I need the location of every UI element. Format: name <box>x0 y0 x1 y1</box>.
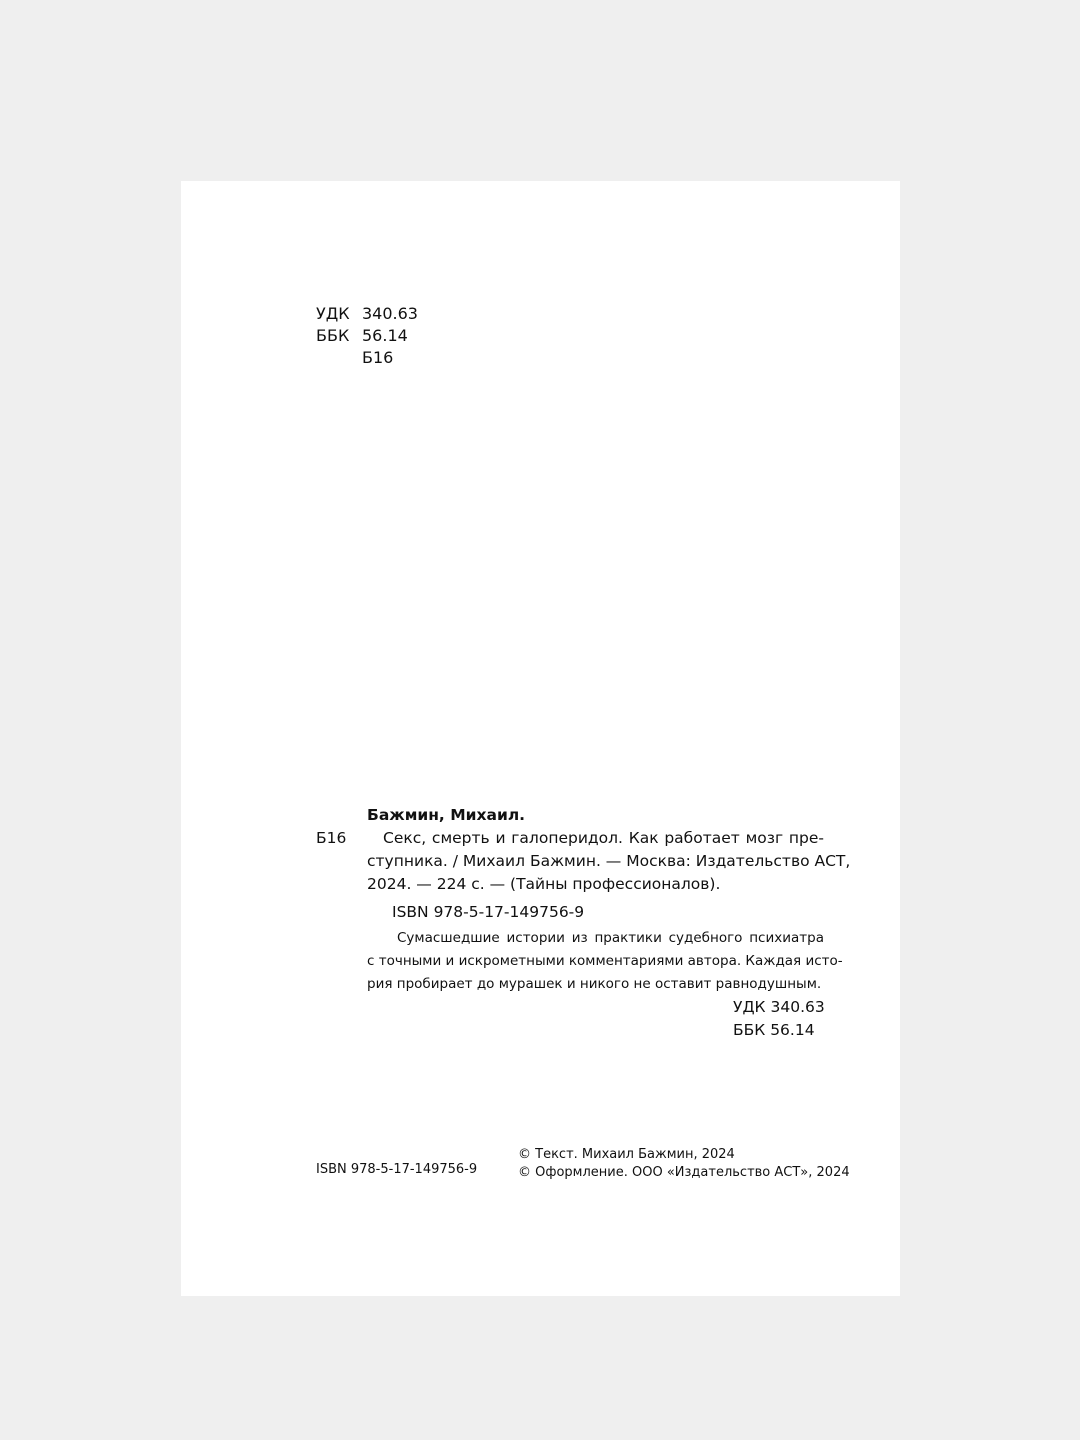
annotation-line: с точными и искрометными комментариями автора. Каждая исто- <box>367 953 843 969</box>
copyright-text: © Текст. Михаил Бажмин, 2024 <box>518 1147 735 1162</box>
author-mark-top: Б16 <box>362 348 394 367</box>
classification-codes-bottom <box>733 996 825 1042</box>
book-page <box>181 181 900 1296</box>
copyright-design: © Оформление. ООО «Издательство АСТ», 2024 <box>518 1165 850 1180</box>
footer-isbn: ISBN 978-5-17-149756-9 <box>316 1162 478 1177</box>
bbk-code: ББК 56.14 <box>733 1021 815 1039</box>
description-line: 2024. — 224 с. — (Тайны профессионалов). <box>367 875 721 893</box>
isbn-main: ISBN 978-5-17-149756-9 <box>392 903 585 921</box>
udk-label: УДК <box>316 304 350 323</box>
udk-value: 340.63 <box>362 304 418 323</box>
annotation <box>367 927 843 996</box>
bbk-label: ББК <box>316 326 350 345</box>
description-line: Секс, смерть и галоперидол. Как работает мозг пре- <box>383 829 824 847</box>
author-heading: Бажмин, Михаил. <box>367 806 526 824</box>
bbk-value: 56.14 <box>362 326 408 345</box>
author-mark: Б16 <box>316 829 347 847</box>
annotation-line: рия пробирает до мурашек и никого не оставит равнодушным. <box>367 976 822 992</box>
bibliographic-description <box>367 827 851 896</box>
description-line: ступника. / Михаил Бажмин. — Москва: Издательство АСТ, <box>367 852 851 870</box>
udk-code: УДК 340.63 <box>733 998 825 1016</box>
annotation-line: Сумасшедшие истории из практики судебного психиатра <box>397 930 824 946</box>
